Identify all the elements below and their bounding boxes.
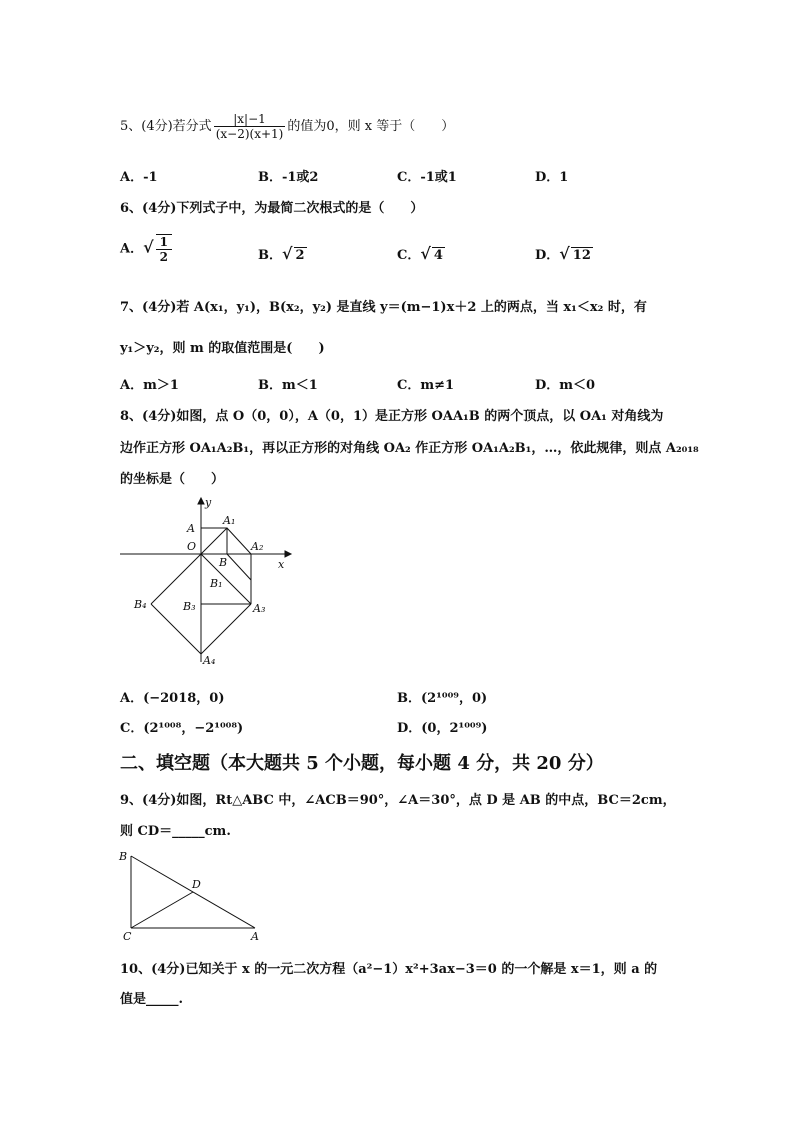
q9-label-c: C: [123, 930, 132, 943]
q6-option-a-den: 2: [159, 250, 168, 264]
q8-label-a3: A₃: [253, 602, 266, 615]
q6-option-d-radicand: 12: [572, 248, 591, 263]
q8-option-a[interactable]: A．(−2018，0): [120, 691, 225, 706]
q5-prefix: 5、(4分)若分式: [120, 119, 212, 134]
q6-option-b[interactable]: B．√ 2: [258, 244, 305, 263]
q8-label-b3: B₃: [183, 600, 196, 613]
q5-option-d[interactable]: D．1: [535, 170, 569, 185]
q6-option-a-fraction: [156, 234, 172, 264]
q10-stem-line2: 值是_____.: [120, 992, 184, 1007]
q9-segment-cd: [131, 892, 193, 928]
q9-label-a: A: [251, 930, 259, 943]
q6-option-b-radicand: 2: [295, 248, 305, 263]
q8-label-b4: B₄: [134, 598, 147, 611]
q10-stem-line1: 10、(4分)已知关于 x 的一元二次方程（a²−1）x²+3ax−3＝0 的一个解是 x＝1，则 a 的: [120, 962, 658, 977]
q8-edge-a4a3: [201, 604, 251, 654]
q7-option-b[interactable]: B．m＜1: [258, 378, 318, 393]
q8-option-d[interactable]: D．(0，2¹⁰⁰⁹): [397, 721, 488, 736]
q8-edge-a1a2: [227, 528, 251, 554]
q8-edge-ob4: [151, 554, 201, 604]
q7-option-a[interactable]: A．m＞1: [120, 378, 179, 393]
q8-label-x: x: [278, 558, 285, 571]
q8-inner-diag: [227, 554, 251, 580]
q6-option-a-label: A．: [120, 241, 144, 257]
q6-option-d[interactable]: D．√ 12: [535, 244, 591, 263]
q8-label-a4: A₄: [203, 654, 216, 667]
q8-diagonal-oa1: [201, 528, 227, 554]
section-2-title: 二、填空题（本大题共 5 个小题，每小题 4 分，共 20 分）: [120, 753, 604, 774]
q8-x-arrow: [285, 551, 291, 557]
q8-stem-line2: 边作正方形 OA₁A₂B₁，再以正方形的对角线 OA₂ 作正方形 OA₁A₂B₁，…，依此规律，则点 A₂₀₁₈: [120, 441, 699, 456]
q5-numerator: |x|−1: [214, 112, 286, 127]
q9-stem-line2: 则 CD＝_____cm.: [120, 824, 231, 839]
q5-option-b[interactable]: B．-1或2: [258, 170, 319, 185]
q8-label-a2: A₂: [251, 540, 264, 553]
q6-option-c-label: C．: [397, 248, 421, 263]
q8-label-b: B: [219, 556, 228, 569]
q7-option-c[interactable]: C．m≠1: [397, 378, 455, 393]
q5-fraction: [214, 112, 286, 141]
q5-option-c[interactable]: C．-1或1: [397, 170, 457, 185]
q8-label-o: O: [187, 540, 197, 553]
q9-label-d: D: [192, 878, 201, 891]
q8-option-b[interactable]: B．(2¹⁰⁰⁹，0): [397, 691, 488, 706]
q9-figure: [115, 848, 265, 943]
q7-option-d[interactable]: D．m＜0: [535, 378, 596, 393]
q5-stem: [120, 112, 454, 141]
q8-figure: [115, 492, 305, 672]
q5-suffix: 的值为0，则 x 等于（ ）: [287, 119, 455, 134]
q8-stem-line1: 8、(4分)如图，点 O（0，0），A（0，1）是正方形 OAA₁B 的两个顶点，以 OA₁ 对角线为: [120, 409, 664, 424]
q7-stem-line2: y₁＞y₂，则 m 的取值范围是( ): [120, 341, 325, 356]
q8-stem-line3: 的坐标是（ ）: [120, 472, 225, 487]
q8-label-y: y: [205, 496, 212, 509]
q8-label-b1: B₁: [210, 577, 223, 590]
q8-y-arrow: [198, 498, 204, 504]
q6-option-b-label: B．: [258, 248, 282, 263]
q6-stem: 6、(4分)下列式子中，为最简二次根式的是（ ）: [120, 201, 424, 216]
q5-option-a[interactable]: A．-1: [120, 170, 158, 185]
q6-option-a-num: 1: [156, 235, 172, 250]
q6-option-a[interactable]: A．√ $\frac{1}{2}$: [120, 234, 174, 264]
q6-option-c-radicand: 4: [433, 248, 443, 263]
q8-option-c[interactable]: C．(2¹⁰⁰⁸，−2¹⁰⁰⁸): [120, 721, 244, 736]
q5-denominator: (x−2)(x+1): [215, 127, 284, 141]
q7-stem-line1: 7、(4分)若 A(x₁，y₁)，B(x₂，y₂) 是直线 y＝(m−1)x＋2 上的两点，当 x₁＜x₂ 时，有: [120, 300, 647, 315]
q8-label-a1: A₁: [223, 514, 236, 527]
q6-option-d-label: D．: [535, 248, 560, 263]
q8-label-a: A: [187, 522, 195, 535]
q6-option-c[interactable]: C．√ 4: [397, 244, 443, 263]
q9-label-b: B: [119, 850, 128, 863]
q9-stem-line1: 9、(4分)如图，Rt△ABC 中，∠ACB＝90°，∠A＝30°，点 D 是 AB 的中点，BC＝2cm，: [120, 793, 676, 808]
